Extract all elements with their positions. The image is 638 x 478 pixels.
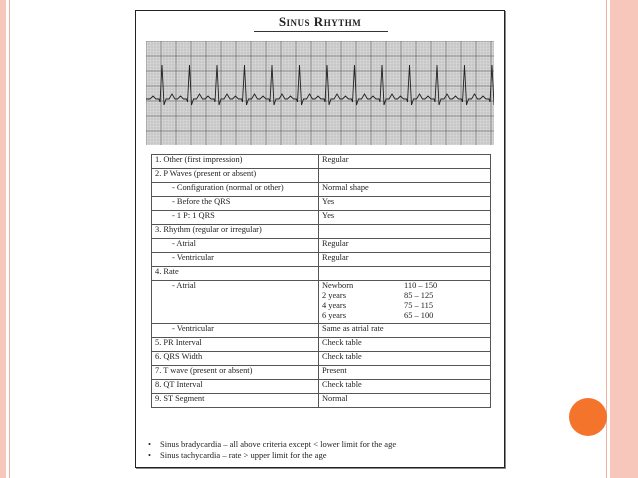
table-row — [152, 183, 491, 197]
list-item — [148, 450, 396, 461]
criterion-cell: - Ventricular — [152, 253, 319, 267]
finding-cell: Check table — [319, 338, 491, 352]
bullet-icon: • — [148, 439, 151, 449]
slide-frame-right-line — [606, 0, 607, 478]
finding-cell: Present — [319, 366, 491, 380]
criterion-cell: 1. Other (first impression) — [152, 155, 319, 169]
criterion-cell: - 1 P: 1 QRS — [152, 211, 319, 225]
slide-accent-circle — [569, 398, 607, 436]
table-row — [152, 394, 491, 408]
note-text: Sinus bradycardia – all above criteria except < lower limit for the age — [160, 439, 397, 449]
criterion-cell: - Atrial — [152, 281, 319, 324]
finding-cell: Yes — [319, 197, 491, 211]
table-row — [152, 281, 491, 324]
table-row — [152, 239, 491, 253]
title-underline — [254, 31, 388, 32]
finding-cell — [319, 169, 491, 183]
table-row — [152, 197, 491, 211]
bullet-icon: • — [148, 450, 151, 460]
rate-range: 110 – 150 — [404, 281, 438, 290]
criterion-cell: - Ventricular — [152, 324, 319, 338]
finding-cell — [319, 267, 491, 281]
criterion-cell: 9. ST Segment — [152, 394, 319, 408]
notes-list — [148, 439, 396, 461]
ecg-strip — [146, 41, 494, 145]
finding-cell: Check table — [319, 380, 491, 394]
criterion-cell: 2. P Waves (present or absent) — [152, 169, 319, 183]
age-label: 4 years — [322, 301, 346, 310]
criterion-cell: 5. PR Interval — [152, 338, 319, 352]
note-text: Sinus tachycardia – rate > upper limit for the age — [160, 450, 327, 460]
table-row — [152, 253, 491, 267]
rate-range: 65 – 100 — [404, 311, 434, 320]
table-row — [152, 380, 491, 394]
table-row — [152, 155, 491, 169]
document-title: Sinus Rhythm — [278, 14, 362, 29]
criterion-cell: - Before the QRS — [152, 197, 319, 211]
table-row — [152, 366, 491, 380]
criteria-table — [151, 154, 491, 408]
age-label: 2 years — [322, 291, 346, 300]
finding-cell: Normal — [319, 394, 491, 408]
finding-cell — [319, 225, 491, 239]
table-row — [152, 169, 491, 183]
age-label: 6 years — [322, 311, 346, 320]
criterion-cell: 3. Rhythm (regular or irregular) — [152, 225, 319, 239]
criterion-cell: 8. QT Interval — [152, 380, 319, 394]
table-row — [152, 324, 491, 338]
criterion-cell: 7. T wave (present or absent) — [152, 366, 319, 380]
finding-cell: Regular — [319, 253, 491, 267]
table-row — [152, 225, 491, 239]
rate-range: 75 – 115 — [404, 301, 434, 310]
criterion-cell: - Atrial — [152, 239, 319, 253]
finding-cell: Yes — [319, 211, 491, 225]
finding-cell: Same as atrial rate — [319, 324, 491, 338]
list-item — [148, 439, 396, 450]
finding-cell: Check table — [319, 352, 491, 366]
scanned-document — [135, 10, 505, 468]
finding-cell: Regular — [319, 239, 491, 253]
slide-frame-left-line — [9, 0, 10, 478]
table-row — [152, 352, 491, 366]
finding-cell: Regular — [319, 155, 491, 169]
atrial-rate-list — [322, 281, 487, 321]
criterion-cell: 4. Rate — [152, 267, 319, 281]
finding-cell: Normal shape — [319, 183, 491, 197]
rate-range: 85 – 125 — [404, 291, 434, 300]
criterion-cell: - Configuration (normal or other) — [152, 183, 319, 197]
age-label: Newborn — [322, 281, 354, 290]
criterion-cell: 6. QRS Width — [152, 352, 319, 366]
slide-frame-right — [610, 0, 638, 478]
finding-cell — [319, 281, 491, 324]
slide-frame-left — [0, 0, 6, 478]
table-row — [152, 267, 491, 281]
table-row — [152, 338, 491, 352]
table-row — [152, 211, 491, 225]
